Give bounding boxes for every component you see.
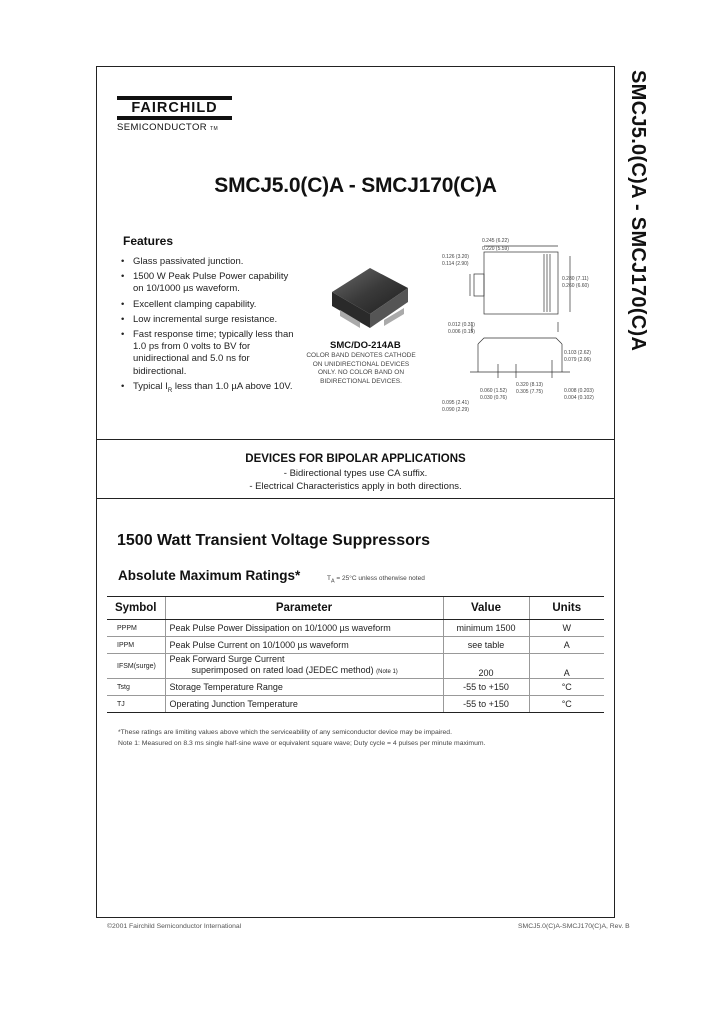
svg-text:0.060 (1.52): 0.060 (1.52) bbox=[480, 388, 507, 394]
svg-text:0.012 (0.31): 0.012 (0.31) bbox=[448, 322, 475, 328]
svg-text:0.126 (3.20): 0.126 (3.20) bbox=[442, 254, 469, 260]
fairchild-logo: FAIRCHILD bbox=[117, 96, 232, 120]
svg-text:0.245 (6.22): 0.245 (6.22) bbox=[482, 238, 509, 244]
copyright: ©2001 Fairchild Semiconductor International bbox=[107, 923, 242, 930]
table-row: TJ Operating Junction Temperature -55 to +150 °C bbox=[107, 696, 604, 713]
bipolar-line-2: - Electrical Characteristics apply in both directions. bbox=[249, 481, 462, 492]
list-item: • Glass passivated junction. bbox=[118, 256, 296, 268]
section-title: 1500 Watt Transient Voltage Suppressors bbox=[117, 532, 430, 549]
dimension-drawing bbox=[440, 236, 605, 412]
svg-text:0.320 (8.13): 0.320 (8.13) bbox=[516, 382, 543, 388]
ratings-heading: Absolute Maximum Ratings* bbox=[118, 568, 301, 583]
svg-text:0.004 (0.102): 0.004 (0.102) bbox=[564, 395, 594, 401]
bipolar-heading: DEVICES FOR BIPOLAR APPLICATIONS bbox=[245, 453, 466, 465]
list-item: • Typical $I_R$ less than 1.0 µA above 10V. bbox=[118, 381, 296, 397]
divider bbox=[96, 439, 615, 440]
ratings-note: $T_A = 25^\circ C$ unless otherwise noted bbox=[327, 575, 425, 585]
bipolar-line-1: - Bidirectional types use CA suffix. bbox=[283, 468, 428, 479]
features-list bbox=[118, 256, 296, 400]
list-item: • Excellent clamping capability. bbox=[118, 299, 296, 311]
col-header: Symbol bbox=[107, 597, 165, 620]
features-heading: Features bbox=[123, 234, 174, 248]
footnote-note1: Note 1: Measured on 8.3 ms single half-sine wave or equivalent square wave; Duty cycle = 4 pulses per minute maximum. bbox=[118, 740, 486, 747]
list-item: • Fast response time; typically less than 1.0 ps from 0 volts to BV for unidirectional and 5.0 ns for bidirectional. bbox=[118, 329, 296, 378]
svg-text:0.260 (6.60): 0.260 (6.60) bbox=[562, 283, 589, 289]
svg-text:0.103 (2.62): 0.103 (2.62) bbox=[564, 350, 591, 356]
svg-text:0.220 (5.59): 0.220 (5.59) bbox=[482, 246, 509, 252]
table-row: IFSM(surge) Peak Forward Surge Current superimposed on rated load (JEDEC method) (Note 1) 200 A bbox=[107, 654, 604, 679]
package-label: SMC/DO-214AB bbox=[330, 340, 401, 351]
table-row: Tstg Storage Temperature Range -55 to +150 °C bbox=[107, 679, 604, 696]
svg-text:0.006 (0.15): 0.006 (0.15) bbox=[448, 329, 475, 335]
svg-text:0.095 (2.41): 0.095 (2.41) bbox=[442, 400, 469, 406]
col-header: Value bbox=[443, 597, 529, 620]
table-row: PPPM Peak Pulse Power Dissipation on 10/1000 µs waveform minimum 1500 W bbox=[107, 620, 604, 637]
package-image bbox=[326, 262, 412, 338]
revision: SMCJ5.0(C)A-SMCJ170(C)A, Rev. B bbox=[518, 923, 630, 930]
page-title: SMCJ5.0(C)A - SMCJ170(C)A bbox=[214, 174, 497, 197]
footnote-ratings: *These ratings are limiting values above which the serviceability of any semiconductor device may be impaired. bbox=[118, 729, 452, 736]
table-row: IPPM Peak Pulse Current on 10/1000 µs waveform see table A bbox=[107, 637, 604, 654]
svg-text:0.008 (0.203): 0.008 (0.203) bbox=[564, 388, 594, 394]
svg-text:0.079 (2.06): 0.079 (2.06) bbox=[564, 357, 591, 363]
logo-subtitle: SEMICONDUCTOR TM bbox=[117, 122, 219, 133]
col-header: Parameter bbox=[165, 597, 443, 620]
svg-text:0.090 (2.29): 0.090 (2.29) bbox=[442, 407, 469, 412]
list-item: • Low incremental surge resistance. bbox=[118, 314, 296, 326]
svg-text:0.305 (7.75): 0.305 (7.75) bbox=[516, 389, 543, 395]
package-note: COLOR BAND DENOTES CATHODE ON UNIDIRECTIONAL DEVICES ONLY. NO COLOR BAND ON BIDIRECTIONAL DEVICES. bbox=[306, 352, 416, 385]
side-title: SMCJ5.0(C)A - SMCJ170(C)A bbox=[627, 70, 649, 352]
svg-text:0.280 (7.11): 0.280 (7.11) bbox=[562, 276, 589, 282]
col-header: Units bbox=[529, 597, 604, 620]
table-header-row bbox=[107, 597, 604, 620]
list-item: • 1500 W Peak Pulse Power capability on 10/1000 µs waveform. bbox=[118, 271, 296, 295]
svg-text:0.030 (0.76): 0.030 (0.76) bbox=[480, 395, 507, 401]
ratings-table bbox=[107, 596, 604, 713]
svg-text:0.114 (2.90): 0.114 (2.90) bbox=[442, 261, 469, 267]
divider bbox=[96, 498, 615, 499]
